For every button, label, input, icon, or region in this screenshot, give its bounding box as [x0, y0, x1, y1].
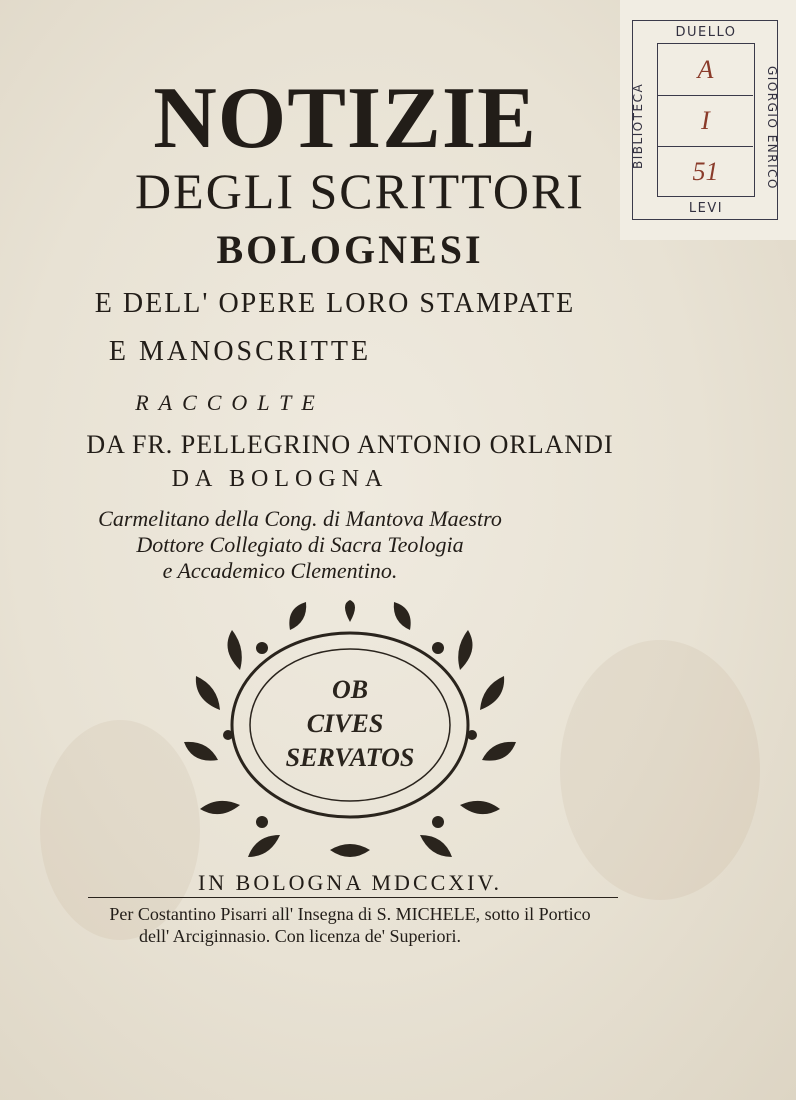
stamp-right-text: GIORGIO ENRICO: [765, 66, 779, 190]
imprint-license: dell' Arciginnasio. Con licenza de' Superiori.: [139, 926, 461, 946]
author-desc-2: Dottore Collegiato di Sacra Teologia: [136, 532, 464, 557]
title-line-1: NOTIZIE: [153, 70, 537, 167]
shelfmark-grid: [657, 43, 755, 197]
emblem-motto-3: SERVATOS: [285, 743, 415, 772]
title-line-4: E DELL' OPERE LORO STAMPATE: [94, 288, 576, 319]
library-stamp: [632, 20, 778, 220]
imprint-rule: [88, 897, 618, 898]
title-line-2: DEGLI SCRITTORI: [135, 163, 585, 219]
stamp-bottom-text: LEVI: [688, 201, 724, 216]
shelfmark-cell: A: [658, 44, 753, 96]
author-name: DA FR. PELLEGRINO ANTONIO ORLANDI: [86, 430, 614, 459]
paper-stain: [560, 640, 760, 900]
shelfmark-cell: 51: [692, 157, 719, 186]
stamp-top-text: DUELLO: [675, 25, 737, 40]
author-desc-1: Carmelitano della Cong. di Mantova Maestro: [98, 506, 502, 531]
title-line-3: BOLOGNESI: [216, 227, 484, 272]
stamp-left-text: BIBLIOTECA: [631, 82, 645, 170]
emblem-motto-2: CIVES: [306, 709, 384, 738]
title-line-5: E MANOSCRITTE: [108, 336, 372, 367]
wreath-emblem: [180, 600, 520, 870]
emblem-motto-1: OB: [331, 675, 369, 704]
shelfmark-cell: I: [658, 95, 753, 147]
title-line-6: RACCOLTE: [135, 390, 325, 415]
imprint-printer: Per Costantino Pisarri all' Insegna di S. MICHELE, sotto il Portico: [109, 904, 591, 924]
author-desc-3: e Accademico Clementino.: [162, 558, 398, 583]
imprint-place-date: IN BOLOGNA MDCCXIV.: [197, 870, 503, 895]
author-origin: DA BOLOGNA: [171, 466, 389, 492]
